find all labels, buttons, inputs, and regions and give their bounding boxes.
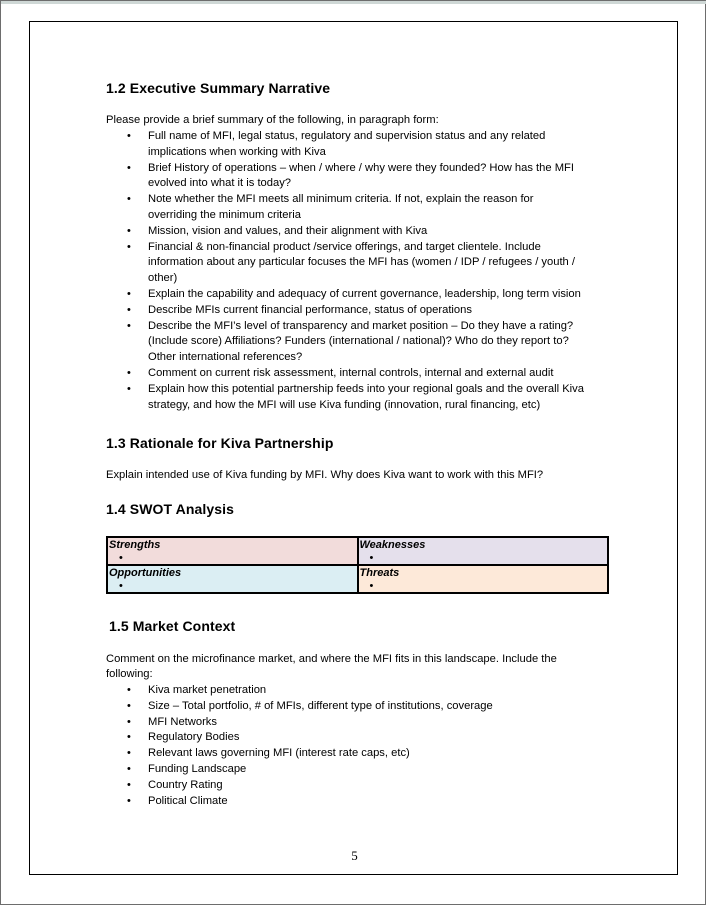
list-item-text: implications when working with Kiva — [148, 145, 326, 158]
heading-1-3: 1.3 Rationale for Kiva Partnership — [106, 435, 334, 451]
swot-table — [106, 536, 609, 594]
swot-weaknesses-label: Weaknesses — [359, 539, 426, 551]
bullet-icon: • — [127, 130, 131, 142]
list-item — [127, 699, 618, 715]
bullet-icon: • — [127, 287, 131, 300]
bullet-icon: • — [127, 319, 131, 332]
list-item-text: other) — [148, 272, 178, 285]
bullet-icon: • — [127, 240, 131, 253]
list-item-text: Political Climate — [148, 794, 228, 807]
swot-weaknesses-cell — [358, 537, 609, 565]
list-item-text: Kiva market penetration — [148, 684, 267, 696]
list-item — [127, 224, 618, 240]
bullet-icon: • — [127, 303, 131, 316]
heading-1-4: 1.4 SWOT Analysis — [106, 501, 235, 517]
swot-threats-bullet: • — [369, 580, 374, 592]
bullet-icon: • — [127, 684, 131, 696]
heading-1-2: 1.2 Executive Summary Narrative — [106, 80, 331, 96]
list-item-text: Describe the MFI’s level of transparency and market position – Do they have a rating? — [148, 319, 574, 332]
bullet-icon: • — [127, 699, 131, 712]
document-page — [29, 21, 678, 875]
viewer-top-border — [1, 1, 706, 4]
swot-strengths-cell — [107, 537, 358, 565]
list-item-text: Regulatory Bodies — [148, 731, 240, 744]
intro-1-5-line2: following: — [106, 668, 153, 680]
list-item — [127, 366, 618, 382]
list-item — [127, 762, 618, 778]
list-item-text: Size – Total portfolio, # of MFIs, different type of institutions, coverage — [148, 699, 493, 712]
list-item — [127, 319, 618, 366]
list-item — [127, 287, 618, 303]
swot-opportunities-cell — [107, 565, 358, 593]
list-item — [127, 240, 618, 287]
swot-strengths-bullet: • — [119, 552, 123, 564]
swot-opportunities-bullet: • — [119, 580, 123, 592]
list-item — [127, 778, 618, 794]
text-1-3: Explain intended use of Kiva funding by MFI. Why does Kiva want to work with this MFI? — [106, 469, 544, 481]
list-item-text: Comment on current risk assessment, internal controls, internal and external audit — [148, 366, 554, 379]
list-item-text: Note whether the MFI meets all minimum criteria. If not, explain the reason for — [148, 193, 534, 206]
list-item — [127, 161, 618, 193]
intro-1-5-line1: Comment on the microfinance market, and where the MFI fits in this landscape. Include the — [106, 653, 557, 665]
list-item-text: evolved into what it is today? — [148, 177, 292, 190]
page-number: 5 — [351, 848, 358, 863]
bullet-icon: • — [127, 747, 131, 760]
list-item-text: Country Rating — [148, 778, 223, 791]
list-item-text: Explain how this potential partnership feeds into your regional goals and the overall Kiva — [148, 382, 584, 395]
list-item-text: strategy, and how the MFI will use Kiva funding (innovation, rural financing, etc) — [148, 398, 541, 411]
bullet-list-1-2 — [127, 129, 618, 413]
bullet-list-1-5 — [127, 683, 618, 809]
list-item-text: Explain the capability and adequacy of current governance, leadership, long term vision — [148, 287, 581, 300]
intro-1-2: Please provide a brief summary of the following, in paragraph form: — [106, 114, 439, 126]
swot-opportunities-label: Opportunities — [109, 567, 182, 579]
bullet-icon: • — [127, 731, 131, 744]
list-item-text: Other international references? — [148, 351, 303, 364]
list-item-text: MFI Networks — [148, 715, 217, 728]
bullet-icon: • — [127, 161, 131, 174]
list-item-text: information about any particular focuses the MFI has (women / IDP / refugees / youth / — [148, 256, 575, 269]
bullet-icon: • — [127, 224, 131, 237]
list-item — [127, 715, 618, 731]
list-item-text: Describe MFIs current financial performance, status of operations — [148, 303, 472, 316]
list-item-text: Funding Landscape — [148, 762, 247, 775]
list-item-text: Relevant laws governing MFI (interest rate caps, etc) — [148, 747, 410, 760]
bullet-icon: • — [127, 762, 131, 775]
list-item-text: Financial & non-financial product /service offerings, and target clientele. Include — [148, 240, 541, 253]
bullet-icon: • — [127, 715, 131, 728]
list-item-text: Brief History of operations – when / where / why were they founded? How has the MFI — [148, 161, 574, 174]
heading-1-5: 1.5 Market Context — [109, 618, 236, 634]
list-item — [127, 746, 618, 762]
list-item — [127, 794, 618, 810]
list-item — [127, 192, 618, 224]
bullet-icon: • — [127, 382, 131, 395]
swot-strengths-label: Strengths — [109, 539, 161, 551]
bullet-icon: • — [127, 778, 131, 791]
list-item-text: Full name of MFI, legal status, regulatory and supervision status and any related — [148, 130, 546, 142]
list-item — [127, 382, 618, 414]
list-item — [127, 683, 618, 699]
bullet-icon: • — [127, 193, 131, 206]
list-item — [127, 303, 618, 319]
swot-threats-label: Threats — [359, 567, 400, 579]
list-item — [127, 730, 618, 746]
swot-threats-cell — [358, 565, 609, 593]
swot-weaknesses-bullet: • — [369, 552, 374, 564]
list-item-text: overriding the minimum criteria — [148, 208, 301, 221]
bullet-icon: • — [127, 366, 131, 379]
bullet-icon: • — [127, 794, 131, 807]
list-item — [127, 129, 618, 161]
list-item-text: Mission, vision and values, and their alignment with Kiva — [148, 224, 428, 237]
list-item-text: (Include score) Affiliations? Funders (international / national)? Who do they report to? — [148, 335, 569, 348]
